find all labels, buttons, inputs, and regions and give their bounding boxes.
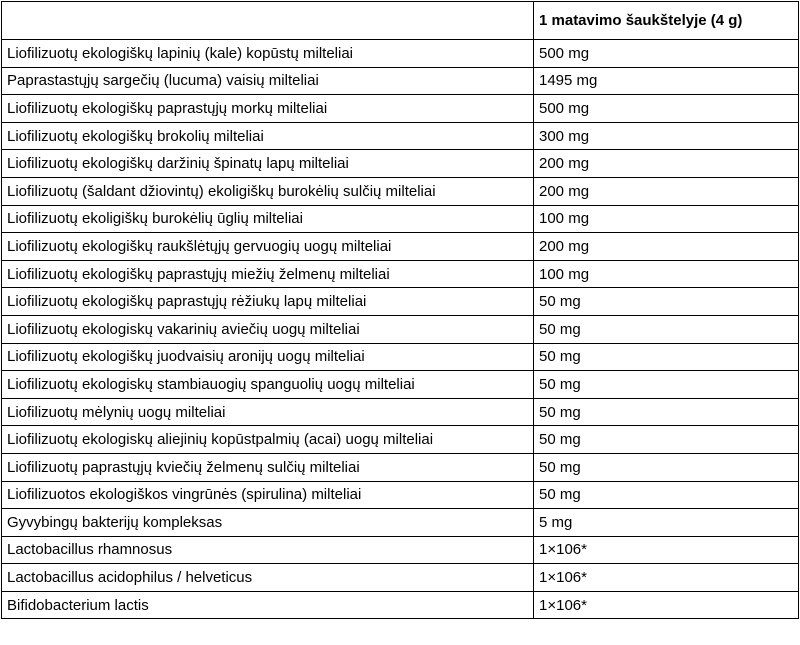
amount-cell: 500 mg xyxy=(534,95,799,123)
ingredient-cell: Liofilizuotų ekologiškų paprastųjų morkų milteliai xyxy=(2,95,534,123)
table-row xyxy=(2,564,799,592)
amount-cell: 200 mg xyxy=(534,150,799,178)
table-row xyxy=(2,536,799,564)
header-ingredient xyxy=(2,2,534,40)
amount-cell: 200 mg xyxy=(534,177,799,205)
ingredient-cell: Liofilizuotos ekologiškos vingrūnės (spirulina) milteliai xyxy=(2,481,534,509)
table-row xyxy=(2,205,799,233)
ingredient-cell: Liofilizuotų ekoligiškų burokėlių ūglių milteliai xyxy=(2,205,534,233)
ingredient-cell: Paprastastųjų sargečių (lucuma) vaisių milteliai xyxy=(2,67,534,95)
table-row xyxy=(2,95,799,123)
amount-cell: 100 mg xyxy=(534,260,799,288)
amount-cell: 5 mg xyxy=(534,509,799,537)
table-row xyxy=(2,343,799,371)
table-row xyxy=(2,67,799,95)
amount-cell: 50 mg xyxy=(534,315,799,343)
table-row xyxy=(2,122,799,150)
amount-cell: 1×106* xyxy=(534,536,799,564)
amount-cell: 500 mg xyxy=(534,40,799,68)
table-row xyxy=(2,288,799,316)
ingredient-cell: Liofilizuotų ekologiškų daržinių špinatų lapų milteliai xyxy=(2,150,534,178)
amount-cell: 200 mg xyxy=(534,233,799,261)
ingredient-cell: Lactobacillus acidophilus / helveticus xyxy=(2,564,534,592)
ingredient-cell: Bifidobacterium lactis xyxy=(2,591,534,619)
ingredient-cell: Liofilizuotų mėlynių uogų milteliai xyxy=(2,398,534,426)
table-row xyxy=(2,371,799,399)
ingredient-cell: Liofilizuotų ekologiškų lapinių (kale) kopūstų milteliai xyxy=(2,40,534,68)
amount-cell: 50 mg xyxy=(534,398,799,426)
ingredient-cell: Gyvybingų bakterijų kompleksas xyxy=(2,509,534,537)
amount-cell: 100 mg xyxy=(534,205,799,233)
amount-cell: 1495 mg xyxy=(534,67,799,95)
table-body xyxy=(2,40,799,619)
header-amount: 1 matavimo šaukštelyje (4 g) xyxy=(534,2,799,40)
table-row xyxy=(2,177,799,205)
ingredient-cell: Liofilizuotų ekologiškų paprastųjų rėžiukų lapų milteliai xyxy=(2,288,534,316)
amount-cell: 1×106* xyxy=(534,591,799,619)
ingredients-table xyxy=(1,1,799,619)
amount-cell: 1×106* xyxy=(534,564,799,592)
ingredient-cell: Liofilizuotų ekologiškų brokolių milteliai xyxy=(2,122,534,150)
ingredient-cell: Liofilizuotų ekologiškų raukšlėtųjų gervuogių uogų milteliai xyxy=(2,233,534,261)
table-row xyxy=(2,40,799,68)
amount-cell: 50 mg xyxy=(534,453,799,481)
ingredient-cell: Liofilizuotų (šaldant džiovintų) ekoligiškų burokėlių sulčių milteliai xyxy=(2,177,534,205)
ingredient-cell: Liofilizuotų ekologiškų paprastųjų miežių želmenų milteliai xyxy=(2,260,534,288)
amount-cell: 50 mg xyxy=(534,343,799,371)
amount-cell: 300 mg xyxy=(534,122,799,150)
table-header-row xyxy=(2,2,799,40)
table-row xyxy=(2,398,799,426)
ingredient-cell: Liofilizuotų ekologiskų aliejinių kopūstpalmių (acai) uogų milteliai xyxy=(2,426,534,454)
table-row xyxy=(2,509,799,537)
amount-cell: 50 mg xyxy=(534,371,799,399)
ingredient-cell: Lactobacillus rhamnosus xyxy=(2,536,534,564)
table-row xyxy=(2,233,799,261)
table-row xyxy=(2,453,799,481)
ingredient-cell: Liofilizuotų ekologiskų stambiauogių spanguolių uogų milteliai xyxy=(2,371,534,399)
ingredient-cell: Liofilizuotų paprastųjų kviečių želmenų sulčių milteliai xyxy=(2,453,534,481)
amount-cell: 50 mg xyxy=(534,426,799,454)
amount-cell: 50 mg xyxy=(534,481,799,509)
ingredient-cell: Liofilizuotų ekologiskų vakarinių aviečių uogų milteliai xyxy=(2,315,534,343)
table-row xyxy=(2,481,799,509)
table-row xyxy=(2,426,799,454)
table-row xyxy=(2,260,799,288)
table-row xyxy=(2,591,799,619)
table-row xyxy=(2,315,799,343)
ingredient-cell: Liofilizuotų ekologiškų juodvaisių aronijų uogų milteliai xyxy=(2,343,534,371)
amount-cell: 50 mg xyxy=(534,288,799,316)
table-row xyxy=(2,150,799,178)
